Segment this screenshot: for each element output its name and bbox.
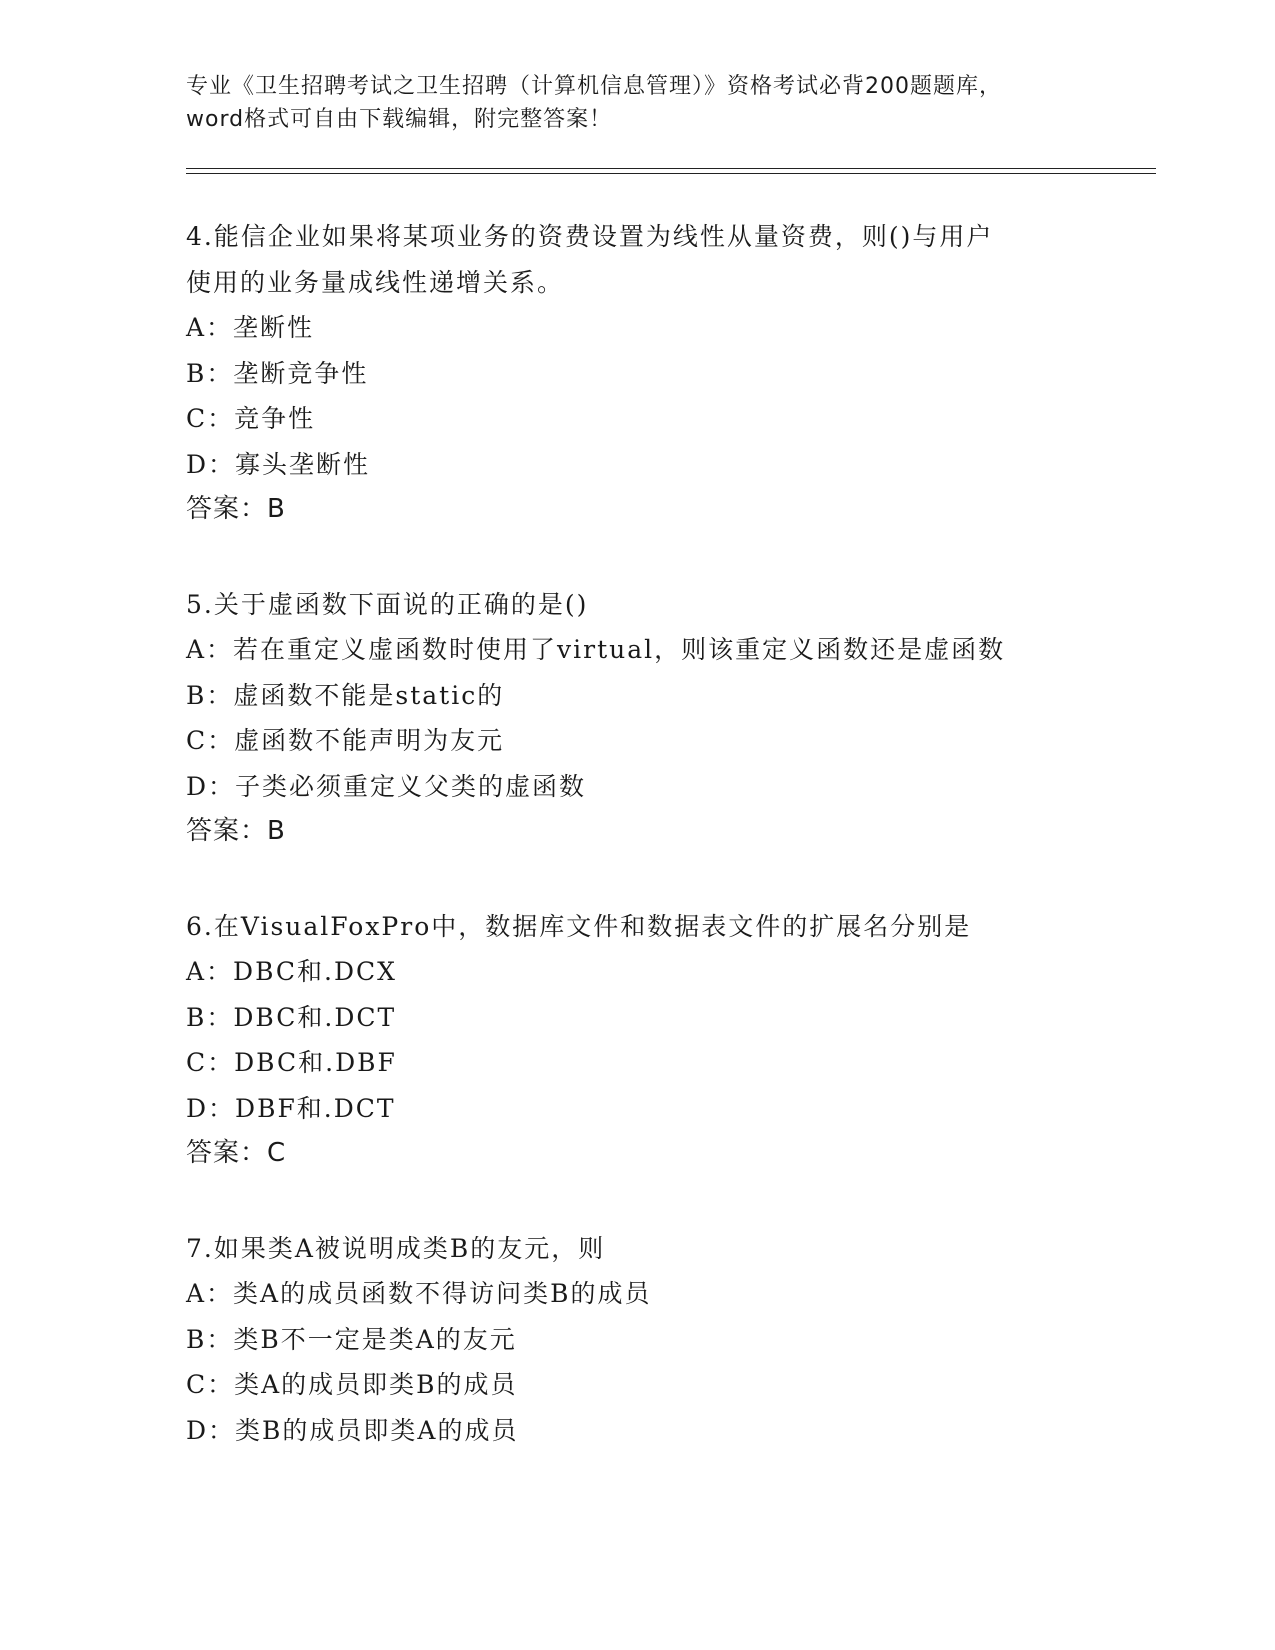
answer-line: 答案：B: [186, 816, 286, 846]
question-list: [186, 214, 1156, 1453]
document-page: [186, 70, 1156, 1502]
option-d: D：DBF和.DCT: [186, 1093, 396, 1123]
option-b: B：类B不一定是类A的友元: [186, 1324, 517, 1354]
answer-line: 答案：B: [186, 494, 286, 524]
answer-line: 答案：C: [186, 1138, 287, 1168]
question-block: [186, 904, 1156, 1177]
option-b: B：虚函数不能是static的: [186, 680, 505, 710]
question-block: [186, 1226, 1156, 1454]
option-a: A：若在重定义虚函数时使用了virtual，则该重定义函数还是虚函数: [186, 635, 1006, 664]
header-title-line-1: 专业《卫生招聘考试之卫生招聘（计算机信息管理）》资格考试必背200题题库，: [186, 74, 1002, 99]
header-title-line-2: word格式可自由下载编辑，附完整答案！: [186, 107, 613, 132]
question-text: 5.关于虚函数下面说的正确的是(): [186, 589, 589, 619]
document-header: [186, 70, 1156, 136]
question-text: 4.能信企业如果将某项业务的资费设置为线性从量资费，则()与用户: [186, 222, 994, 251]
option-c: C：虚函数不能声明为友元: [186, 726, 505, 755]
option-d: D：寡头垄断性: [186, 449, 371, 479]
question-text: 7.如果类A被说明成类B的友元，则: [186, 1233, 606, 1263]
option-c: C：DBC和.DBF: [186, 1048, 397, 1077]
option-d: D：类B的成员即类A的成员: [186, 1415, 519, 1445]
option-a: A：垄断性: [186, 313, 315, 342]
question-block: [186, 214, 1156, 533]
header-double-rule: [186, 168, 1156, 174]
option-b: B：DBC和.DCT: [186, 1002, 397, 1032]
question-block: [186, 582, 1156, 855]
option-a: A：类A的成员函数不得访问类B的成员: [186, 1279, 652, 1308]
option-d: D：子类必须重定义父类的虚函数: [186, 771, 587, 801]
option-c: C：类A的成员即类B的成员: [186, 1370, 518, 1399]
question-text: 使用的业务量成线性递增关系。: [186, 267, 565, 297]
option-b: B：垄断竞争性: [186, 358, 369, 388]
option-c: C：竞争性: [186, 404, 316, 433]
question-text: 6.在VisualFoxPro中，数据库文件和数据表文件的扩展名分别是: [186, 911, 972, 941]
option-a: A：DBC和.DCX: [186, 957, 397, 986]
